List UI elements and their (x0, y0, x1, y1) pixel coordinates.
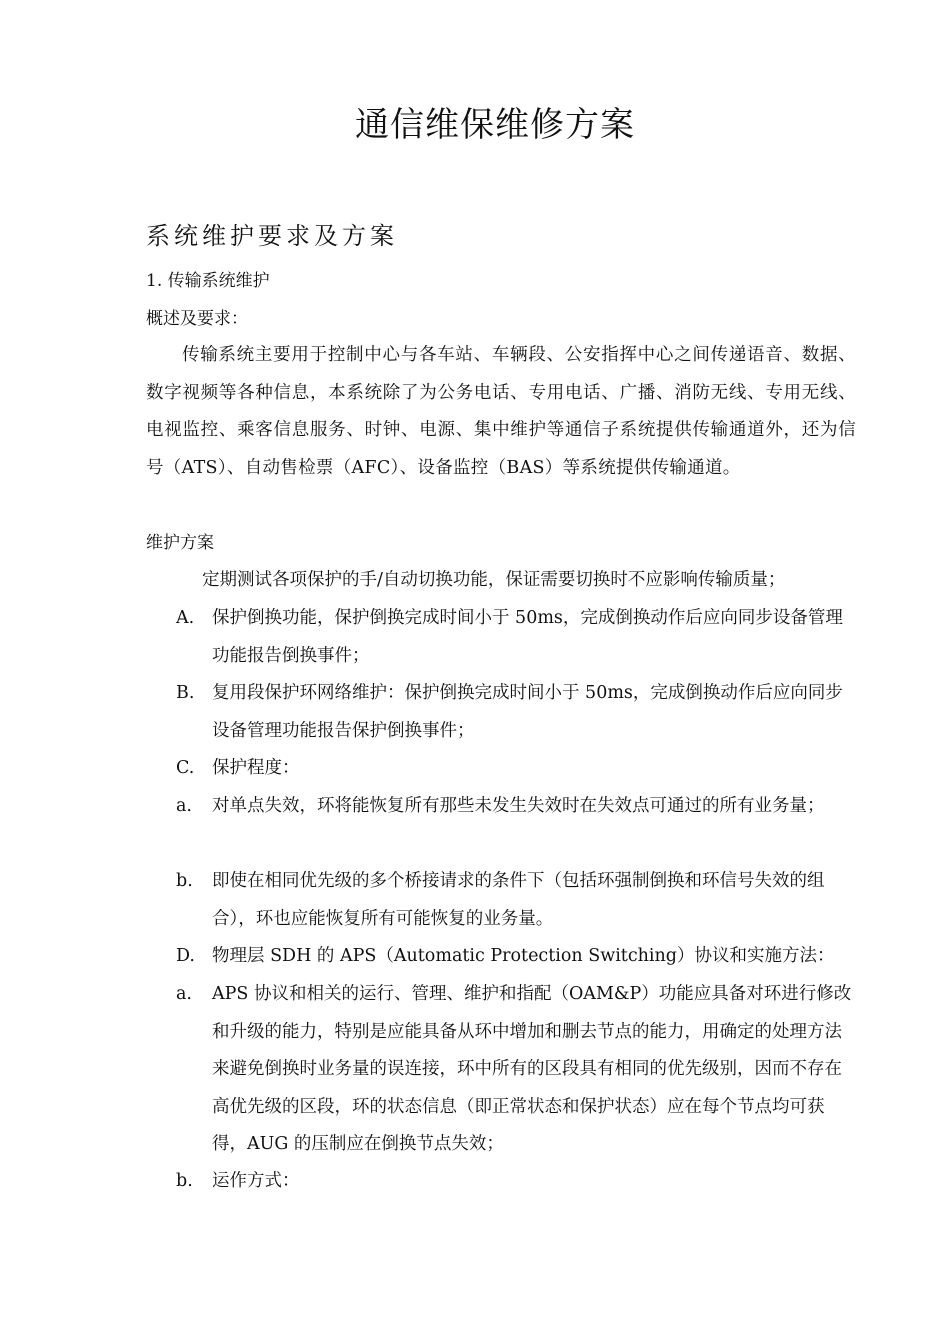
list-item-text: 保护倒换功能，保护倒换完成时间小于 50ms，完成倒换动作后应向同步设备管理功能报告倒换事件； (212, 608, 843, 666)
list-item-text: 物理层 SDH 的 APS（Automatic Protection Switching）协议和实施方法： (212, 946, 835, 966)
list-item-text: 对单点失效，环将能恢复所有那些未发生失效时在失效点可通过的所有业务量； (212, 796, 825, 816)
section-heading: 系统维护要求及方案 (146, 222, 398, 250)
list-item (176, 863, 856, 938)
list-item-text: 运作方式： (212, 1171, 300, 1191)
list-item-text: 保护程度： (212, 758, 300, 778)
list-marker: A. (176, 608, 195, 628)
list-marker: D. (176, 946, 195, 966)
document-title: 通信维保维修方案 (355, 105, 635, 145)
overview-label: 概述及要求： (146, 309, 248, 329)
list-item (176, 675, 856, 750)
list-marker: a. (176, 984, 192, 1004)
list-marker: C. (176, 758, 195, 778)
list-item (176, 750, 856, 788)
list-marker: b. (176, 1171, 193, 1191)
list-item (176, 938, 856, 976)
list-item (176, 600, 856, 675)
plan-intro: 定期测试各项保护的手/自动切换功能，保证需要切换时不应影响传输质量； (202, 570, 786, 590)
list-item-text: 即使在相同优先级的多个桥接请求的条件下（包括环强制倒换和环信号失效的组合），环也应能恢复所有可能恢复的业务量。 (212, 871, 825, 929)
list-marker: B. (176, 683, 195, 703)
list-item (176, 1163, 856, 1201)
list-item (176, 976, 856, 1164)
list-item-text: 复用段保护环网络维护：保护倒换完成时间小于 50ms，完成倒换动作后应向同步设备管理功能报告保护倒换事件； (212, 683, 843, 741)
overview-paragraph: 传输系统主要用于控制中心与各车站、车辆段、公安指挥中心之间传递语音、数据、数字视频等各种信息，本系统除了为公务电话、专用电话、广播、消防无线、专用无线、电视监控、乘客信息服务、时钟、电源、集中维护等通信子系统提供传输通道外，还为信号（ATS）、自动售检票（AFC）、设备监控（BAS）等系统提供传输通道。 (146, 345, 856, 478)
subsection-heading: 1. 传输系统维护 (146, 271, 270, 291)
list-marker: b. (176, 871, 193, 891)
list-marker: a. (176, 796, 192, 816)
list-item (176, 788, 856, 826)
plan-label: 维护方案 (146, 533, 214, 553)
list-item-text: APS 协议和相关的运行、管理、维护和指配（OAM&P）功能应具备对环进行修改和升级的能力，特别是应能具备从环中增加和删去节点的能力，用确定的处理方法来避免倒换时业务量的误连接，环中所有的区段具有相同的优先级别，因而不存在高优先级的区段，环的状态信息（即正常状态和保护状态）应在每个节点均可获得，AUG 的压制应在倒换节点失效； (212, 984, 852, 1154)
